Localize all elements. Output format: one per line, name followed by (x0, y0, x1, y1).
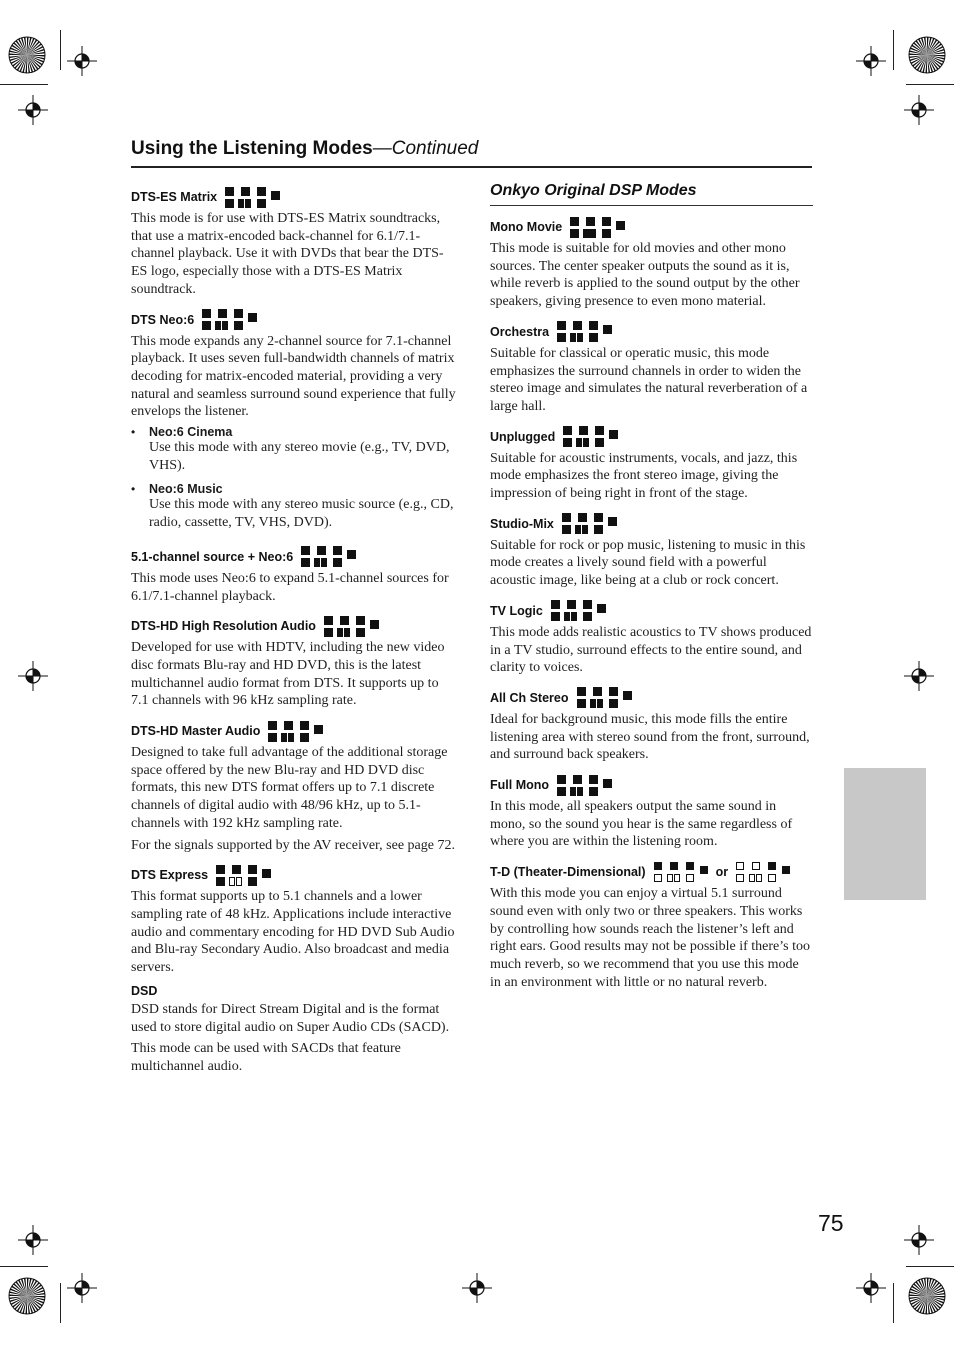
speaker-box (202, 309, 211, 318)
speaker-box (654, 862, 662, 870)
mode-title-all-ch-stereo: All Ch Stereo (490, 687, 813, 709)
speaker-layout-icon (577, 687, 632, 708)
speaker-box (321, 558, 327, 567)
speaker-box (573, 775, 582, 784)
speaker-box (573, 321, 582, 330)
speaker-layout-icon (551, 600, 606, 621)
speaker-box (567, 600, 576, 609)
sub-body: Use this mode with any stereo movie (e.g., TV, DVD, VHS). (149, 440, 450, 473)
speaker-box (232, 865, 241, 874)
speaker-box (324, 628, 333, 637)
crop-line (893, 30, 894, 70)
speaker-layout-icon (301, 546, 356, 567)
speaker-box (216, 865, 225, 874)
speaker-box (768, 862, 776, 870)
speaker-box (557, 787, 566, 796)
registration-mark-icon (18, 1225, 48, 1255)
speaker-box (218, 309, 227, 318)
mode-title-full-mono: Full Mono (490, 774, 813, 796)
mode-title-dts-neo6: DTS Neo:6 (131, 309, 456, 331)
mode-body-td: With this mode you can enjoy a virtual 5.1 surround sound even with only two or three speakers. This works by controlling how sounds reach the listener’s left and right ears. Good results may not be possible if there’s too much reverb, so we recommend that you use this mode in an environment with little or no natural reverb. (490, 886, 810, 990)
speaker-box (215, 321, 221, 330)
speaker-box (593, 687, 602, 696)
speaker-box (333, 558, 342, 567)
speaker-box (225, 199, 234, 208)
mode-body-dts-hd-ma: Designed to take full advantage of the additional storage space offered by the new Blu-ray and HD DVD disc formats, this new DTS format offers up to 7.1 discrete channels of digital audio with 48/96 kHz, up to 5.1-channels with 192 kHz sampling rate. (131, 745, 448, 831)
speaker-box (370, 620, 379, 629)
speaker-box (563, 426, 572, 435)
registration-mark-icon (904, 1225, 934, 1255)
speaker-box (583, 612, 592, 621)
speaker-box (268, 721, 277, 730)
mode-body-dsd: DSD stands for Direct Stream Digital and is the format used to store digital audio on Super Audio CDs (SACD). (131, 1001, 450, 1035)
speaker-box (752, 862, 760, 870)
crop-line (60, 30, 61, 70)
mode-body-unplugged: Suitable for acoustic instruments, vocals, and jazz, this mode emphasizes the front stereo image, giving the impression of being right in front of the stage. (490, 450, 798, 502)
speaker-box (284, 721, 293, 730)
registration-mark-icon (67, 46, 97, 76)
speaker-box (594, 525, 603, 534)
speaker-box (686, 862, 694, 870)
speaker-box (570, 333, 576, 342)
or-label: or (715, 865, 729, 880)
speaker-box (589, 321, 598, 330)
mode-body-mono-movie: This mode is suitable for old movies and other mono sources. The center speaker outputs the sound as it is, while reverb is applied to the sound output by the other speakers, giving presence to even mono material. (490, 241, 800, 310)
speaker-box (301, 558, 310, 567)
speaker-box (300, 721, 309, 730)
right-column (490, 182, 813, 995)
speaker-box (667, 874, 673, 882)
speaker-box (595, 426, 604, 435)
speaker-box (324, 616, 333, 625)
mode-title-tv-logic: TV Logic (490, 600, 813, 622)
registration-mark-icon (904, 95, 934, 125)
mode-body-dts-es-matrix: This mode is for use with DTS-ES Matrix soundtracks, that use a matrix-encoded back-channel for 6.1/7.1-channel playback. Use it with DVDs that bear the DTS-ES logo, especially those with a DTS-ES Matrix soundtrack. (131, 211, 444, 297)
mode-title-dts-hd-hr: DTS-HD High Resolution Audio (131, 615, 456, 637)
crop-line (60, 1283, 61, 1323)
speaker-layout-icon (557, 321, 612, 342)
speaker-box (570, 787, 576, 796)
speaker-layout-icon (654, 862, 708, 882)
speaker-box (616, 221, 625, 230)
speaker-box (557, 333, 566, 342)
speaker-box (317, 546, 326, 555)
speaker-box (575, 525, 581, 534)
speaker-box (225, 187, 234, 196)
mode-title-studio-mix: Studio-Mix (490, 513, 813, 535)
starburst-target-icon (908, 36, 946, 74)
speaker-box (557, 321, 566, 330)
sub-title: Neo:6 Music (149, 482, 223, 497)
speaker-box (623, 691, 632, 700)
speaker-box (551, 600, 560, 609)
speaker-box (590, 699, 596, 708)
mode-title-dts-es-matrix: DTS-ES Matrix (131, 186, 456, 208)
registration-mark-icon (18, 661, 48, 691)
speaker-box (229, 877, 235, 886)
speaker-box (603, 325, 612, 334)
speaker-box (686, 874, 694, 882)
starburst-target-icon (8, 36, 46, 74)
speaker-box (234, 309, 243, 318)
speaker-box (608, 517, 617, 526)
speaker-layout-icon (563, 426, 618, 447)
speaker-layout-icon (736, 862, 790, 882)
speaker-box (597, 604, 606, 613)
speaker-box (562, 525, 571, 534)
speaker-box (586, 217, 595, 226)
mode-title-td: T-D (Theater-Dimensional) or (490, 861, 813, 883)
mode-body-dts-neo6: This mode expands any 2-channel source for 7.1-channel playback. It uses seven full-bandwidth channels of matrix decoding for matrix-encoded material, providing a very natural and seamless surround sound experience that fully envelops the listener. (131, 333, 456, 420)
speaker-box (248, 865, 257, 874)
speaker-box (314, 558, 320, 567)
speaker-box (248, 877, 257, 886)
crop-line (0, 1266, 48, 1267)
page-number: 75 (818, 1210, 844, 1236)
left-column (131, 182, 456, 1080)
speaker-box (609, 687, 618, 696)
page-header (131, 138, 812, 160)
speaker-box (768, 874, 776, 882)
speaker-box (333, 546, 342, 555)
mode-body-orchestra: Suitable for classical or operatic music, this mode emphasizes the surround channels in order to widen the stereo image and simulates the natural reverberation of a large hall. (490, 345, 808, 414)
page-title: Using the Listening Modes (131, 138, 373, 159)
speaker-box (245, 199, 251, 208)
speaker-box (257, 199, 266, 208)
speaker-box (749, 874, 755, 882)
sub-body: Use this mode with any stereo music source (e.g., CD, radio, cassette, TV, VHS, DVD). (149, 497, 454, 531)
speaker-layout-icon (268, 721, 323, 742)
starburst-target-icon (908, 1277, 946, 1315)
speaker-box (268, 733, 277, 742)
speaker-box (782, 866, 790, 874)
sub-title: Neo:6 Cinema (149, 425, 233, 440)
speaker-box (570, 217, 579, 226)
speaker-box (589, 775, 598, 784)
speaker-box (234, 321, 243, 330)
speaker-layout-icon (557, 775, 612, 796)
speaker-box (300, 733, 309, 742)
registration-mark-icon (856, 46, 886, 76)
speaker-box (248, 313, 257, 322)
mode-body-studio-mix: Suitable for rock or pop music, listening to music in this mode creates a lively sound field with a powerful acoustic image, like being at a club or rock concert. (490, 537, 806, 589)
speaker-box (674, 874, 680, 882)
speaker-box (583, 438, 589, 447)
speaker-layout-icon (216, 865, 271, 886)
speaker-box (271, 191, 280, 200)
speaker-box (563, 438, 572, 447)
speaker-box (603, 779, 612, 788)
speaker-box (557, 775, 566, 784)
speaker-box (602, 217, 611, 226)
registration-mark-icon (462, 1273, 492, 1303)
speaker-box (736, 874, 744, 882)
registration-mark-icon (18, 95, 48, 125)
speaker-box (236, 877, 242, 886)
speaker-box (281, 733, 287, 742)
speaker-box (337, 628, 343, 637)
speaker-box (356, 616, 365, 625)
mode-body-all-ch-stereo: Ideal for background music, this mode fills the entire listening area with stereo sound from the front, surround, and surround back speakers. (490, 711, 810, 763)
side-tab (844, 768, 926, 900)
speaker-box (241, 187, 250, 196)
speaker-box (670, 862, 678, 870)
bullet: • (131, 482, 136, 497)
speaker-box (756, 874, 762, 882)
mode-body-51-neo6: This mode uses Neo:6 to expand 5.1-channel sources for 6.1/7.1-channel playback. (131, 570, 449, 604)
speaker-box (347, 550, 356, 559)
speaker-box (583, 229, 596, 238)
speaker-box (344, 628, 350, 637)
speaker-layout-icon (324, 616, 379, 637)
speaker-box (700, 866, 708, 874)
mode-body-tv-logic: This mode adds realistic acoustics to TV shows produced in a TV studio, surround effects to the entire sound, and clarity to voices. (490, 624, 812, 676)
speaker-box (576, 438, 582, 447)
speaker-box (570, 229, 579, 238)
mode-body-dts-hd-hr: Developed for use with HDTV, including the new video disc formats Blu-ray and HD DVD, this is the latest multichannel audio format from DTS. It supports up to 7.1 channels with 96 kHz sampling rate. (131, 640, 445, 709)
starburst-target-icon (8, 1277, 46, 1315)
crop-line (0, 84, 48, 85)
speaker-box (589, 787, 598, 796)
speaker-box (577, 333, 583, 342)
speaker-box (736, 862, 744, 870)
section-heading: Onkyo Original DSP Modes (490, 182, 813, 206)
speaker-box (595, 438, 604, 447)
mode-body-full-mono: In this mode, all speakers output the same sound in mono, so the sound you hear is the same regardless of where you are within the listening room. (490, 799, 793, 850)
bullet: • (131, 425, 136, 440)
mode-title-dts-express: DTS Express (131, 864, 456, 886)
speaker-box (551, 612, 560, 621)
speaker-box (262, 869, 271, 878)
speaker-box (602, 229, 611, 238)
speaker-layout-icon (570, 217, 625, 238)
speaker-box (579, 426, 588, 435)
speaker-box (609, 699, 618, 708)
speaker-layout-icon (225, 187, 280, 208)
mode-title-unplugged: Unplugged (490, 426, 813, 448)
speaker-box (578, 513, 587, 522)
mode-title-51-neo6: 5.1-channel source + Neo:6 (131, 546, 456, 568)
speaker-box (609, 430, 618, 439)
speaker-box (583, 600, 592, 609)
speaker-box (577, 687, 586, 696)
crop-line (893, 1283, 894, 1323)
registration-mark-icon (67, 1273, 97, 1303)
speaker-box (594, 513, 603, 522)
speaker-box (340, 616, 349, 625)
crop-line (906, 1266, 954, 1267)
list-item-neo6-cinema (131, 425, 456, 478)
mode-title-mono-movie: Mono Movie (490, 216, 813, 238)
registration-mark-icon (904, 661, 934, 691)
speaker-box (582, 525, 588, 534)
mode-body-dsd-2: This mode can be used with SACDs that feature multichannel audio. (131, 1041, 401, 1074)
speaker-box (597, 699, 603, 708)
speaker-box (257, 187, 266, 196)
speaker-box (571, 612, 577, 621)
speaker-box (216, 877, 225, 886)
speaker-layout-icon (562, 513, 617, 534)
speaker-box (301, 546, 310, 555)
speaker-box (238, 199, 244, 208)
speaker-box (314, 725, 323, 734)
speaker-box (577, 699, 586, 708)
speaker-box (202, 321, 211, 330)
speaker-layout-icon (202, 309, 257, 330)
registration-mark-icon (856, 1273, 886, 1303)
mode-title-orchestra: Orchestra (490, 321, 813, 343)
speaker-box (577, 787, 583, 796)
mode-body-dts-express: This format supports up to 5.1 channels and a lower sampling rate of 48 kHz. Applications include interactive audio and commentary encoding for HD DVD Sub Audio and Blu-ray Secondary Audio. Also broadcast and media servers. (131, 889, 455, 976)
speaker-box (589, 333, 598, 342)
mode-title-dsd: DSD (131, 983, 158, 998)
speaker-box (564, 612, 570, 621)
speaker-box (356, 628, 365, 637)
speaker-box (288, 733, 294, 742)
header-rule (131, 166, 812, 168)
speaker-box (562, 513, 571, 522)
crop-line (906, 84, 954, 85)
list-item-neo6-music (131, 482, 456, 535)
speaker-box (222, 321, 228, 330)
mode-title-dts-hd-ma: DTS-HD Master Audio (131, 720, 456, 742)
continued-label: —Continued (372, 138, 479, 159)
mode-note-dts-hd-ma: For the signals supported by the AV receiver, see page 72. (131, 837, 455, 853)
speaker-box (654, 874, 662, 882)
